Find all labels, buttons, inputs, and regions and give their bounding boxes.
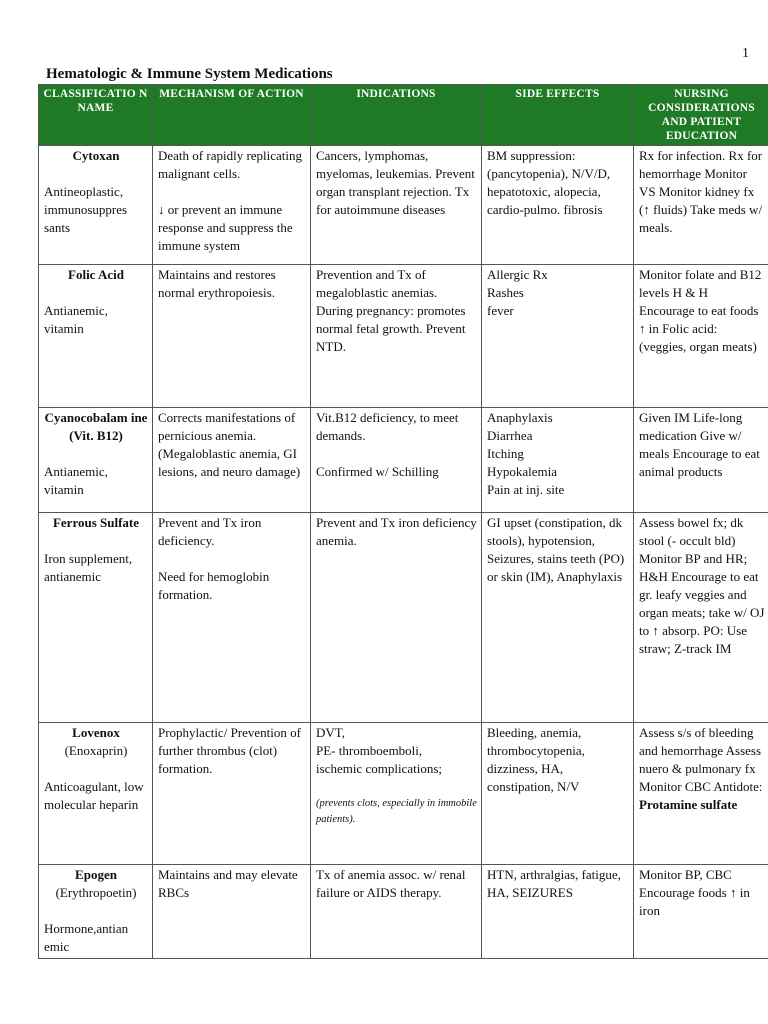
drug-name: Lovenox <box>72 725 120 740</box>
nursing-cell: Assess bowel fx; dk stool (- occult bld) Monitor BP and HR; H&H Encourage to eat gr. leafy veggies and organ meats; take w/ OJ to ↑ absorp. PO: Use straw; Z-track IM <box>634 513 768 723</box>
indications-cell <box>311 723 482 865</box>
drug-classification: Iron supplement, antianemic <box>44 551 133 584</box>
drug-name: Cyanocobalam ine <box>44 410 148 425</box>
nursing-cell: Given IM Life-long medication Give w/ meals Encourage to eat animal products <box>634 408 768 513</box>
table-row <box>39 146 768 265</box>
side-effect-item: fever <box>487 303 514 318</box>
classification-cell <box>39 723 153 865</box>
indication-item: PE- thromboemboli, <box>316 743 423 758</box>
nursing-cell <box>634 723 768 865</box>
side-effects-cell: BM suppression: (pancytopenia), N/V/D, hepatotoxic, alopecia, cardio-pulmo. fibrosis <box>482 146 634 265</box>
indications-cell <box>311 408 482 513</box>
side-effect-item: Anaphylaxis <box>487 410 553 425</box>
table-row <box>39 723 768 865</box>
indication-item: ischemic complications; <box>316 761 442 776</box>
drug-alt-name: (Enoxaprin) <box>64 743 128 758</box>
indication-note: (prevents clots, especially in immobile patients). <box>316 798 477 825</box>
page-number: 1 <box>742 46 749 61</box>
antidote-text: Protamine sulfate <box>639 797 738 812</box>
indications-cell: Cancers, lymphomas, myelomas, leukemias. Prevent organ transplant rejection. Tx for autoimmune diseases <box>311 146 482 265</box>
drug-alt-name: (Erythropoetin) <box>55 885 137 900</box>
classification-cell <box>39 146 153 265</box>
side-effect-item: Diarrhea <box>487 428 533 443</box>
classification-cell <box>39 513 153 723</box>
drug-classification: Antianemic, vitamin <box>44 464 108 497</box>
side-effect-item: Itching <box>487 446 524 461</box>
indications-cell: Prevent and Tx iron deficiency anemia. <box>311 513 482 723</box>
mechanism-cell: Maintains and may elevate RBCs <box>153 865 311 959</box>
drug-classification: Anticoagulant, low molecular heparin <box>44 779 144 812</box>
medications-table <box>38 84 768 959</box>
drug-name: Folic Acid <box>68 267 124 282</box>
mechanism-cell: Maintains and restores normal erythropoiesis. <box>153 265 311 408</box>
table-row <box>39 865 768 959</box>
header-indications: INDICATIONS <box>311 85 482 146</box>
side-effects-cell <box>482 408 634 513</box>
nursing-cell: Monitor folate and B12 levels H & H Encourage to eat foods ↑ in Folic acid: (veggies, organ meats) <box>634 265 768 408</box>
drug-name: Cytoxan <box>72 148 120 163</box>
header-mechanism: MECHANISM OF ACTION <box>153 85 311 146</box>
indications-cell: Tx of anemia assoc. w/ renal failure or AIDS therapy. <box>311 865 482 959</box>
nursing-cell: Monitor BP, CBC Encourage foods ↑ in iron <box>634 865 768 959</box>
table-header-row <box>39 85 768 146</box>
mechanism-text: Death of rapidly replicating malignant cells. <box>158 148 303 181</box>
side-effects-cell <box>482 265 634 408</box>
drug-name: Epogen <box>75 867 117 882</box>
drug-classification: Hormone,antian emic <box>44 921 129 954</box>
drug-classification: Antianemic, vitamin <box>44 303 108 336</box>
mechanism-text: ↓ or prevent an immune response and suppress the immune system <box>158 202 293 253</box>
table-row <box>39 265 768 408</box>
classification-cell <box>39 408 153 513</box>
header-side-effects: SIDE EFFECTS <box>482 85 634 146</box>
nursing-text: Assess s/s of bleeding and hemorrhage Assess nuero & pulmonary fx Monitor CBC Antidote: <box>639 725 763 794</box>
header-nursing: NURSING CONSIDERATIONS AND PATIENT EDUCATION <box>634 85 768 146</box>
indication-text: Confirmed w/ Schilling <box>316 464 439 479</box>
side-effects-cell: Bleeding, anemia, thrombocytopenia, dizziness, HA, constipation, N/V <box>482 723 634 865</box>
table-row <box>39 408 768 513</box>
mechanism-text: Prevent and Tx iron deficiency. <box>158 515 262 548</box>
mechanism-cell: Prophylactic/ Prevention of further thrombus (clot) formation. <box>153 723 311 865</box>
side-effect-item: Rashes <box>487 285 524 300</box>
indications-cell: Prevention and Tx of megaloblastic anemias. During pregnancy: promotes normal fetal growth. Prevent NTD. <box>311 265 482 408</box>
indication-text: Vit.B12 deficiency, to meet demands. <box>316 410 459 443</box>
mechanism-cell <box>153 513 311 723</box>
side-effect-item: Pain at inj. site <box>487 482 565 497</box>
drug-classification: Antineoplastic, immunosuppres sants <box>44 184 128 235</box>
nursing-cell: Rx for infection. Rx for hemorrhage Monitor VS Monitor kidney fx (↑ fluids) Take meds w/ meals. <box>634 146 768 265</box>
indication-item: DVT, <box>316 725 346 740</box>
classification-cell <box>39 265 153 408</box>
side-effect-item: Allergic Rx <box>487 267 548 282</box>
drug-name: Ferrous Sulfate <box>52 515 140 530</box>
classification-cell <box>39 865 153 959</box>
mechanism-cell <box>153 146 311 265</box>
mechanism-cell: Corrects manifestations of pernicious anemia. (Megaloblastic anemia, GI lesions, and neuro damage) <box>153 408 311 513</box>
drug-alt-name: (Vit. B12) <box>69 428 123 443</box>
side-effect-item: Hypokalemia <box>487 464 558 479</box>
mechanism-text: Need for hemoglobin formation. <box>158 569 270 602</box>
table-row <box>39 513 768 723</box>
document-title: Hematologic & Immune System Medications <box>46 66 333 82</box>
header-classification: CLASSIFICATIO N NAME <box>39 85 153 146</box>
side-effects-cell: HTN, arthralgias, fatigue, HA, SEIZURES <box>482 865 634 959</box>
side-effects-cell: GI upset (constipation, dk stools), hypotension, Seizures, stains teeth (PO) or skin (IM), Anaphylaxis <box>482 513 634 723</box>
